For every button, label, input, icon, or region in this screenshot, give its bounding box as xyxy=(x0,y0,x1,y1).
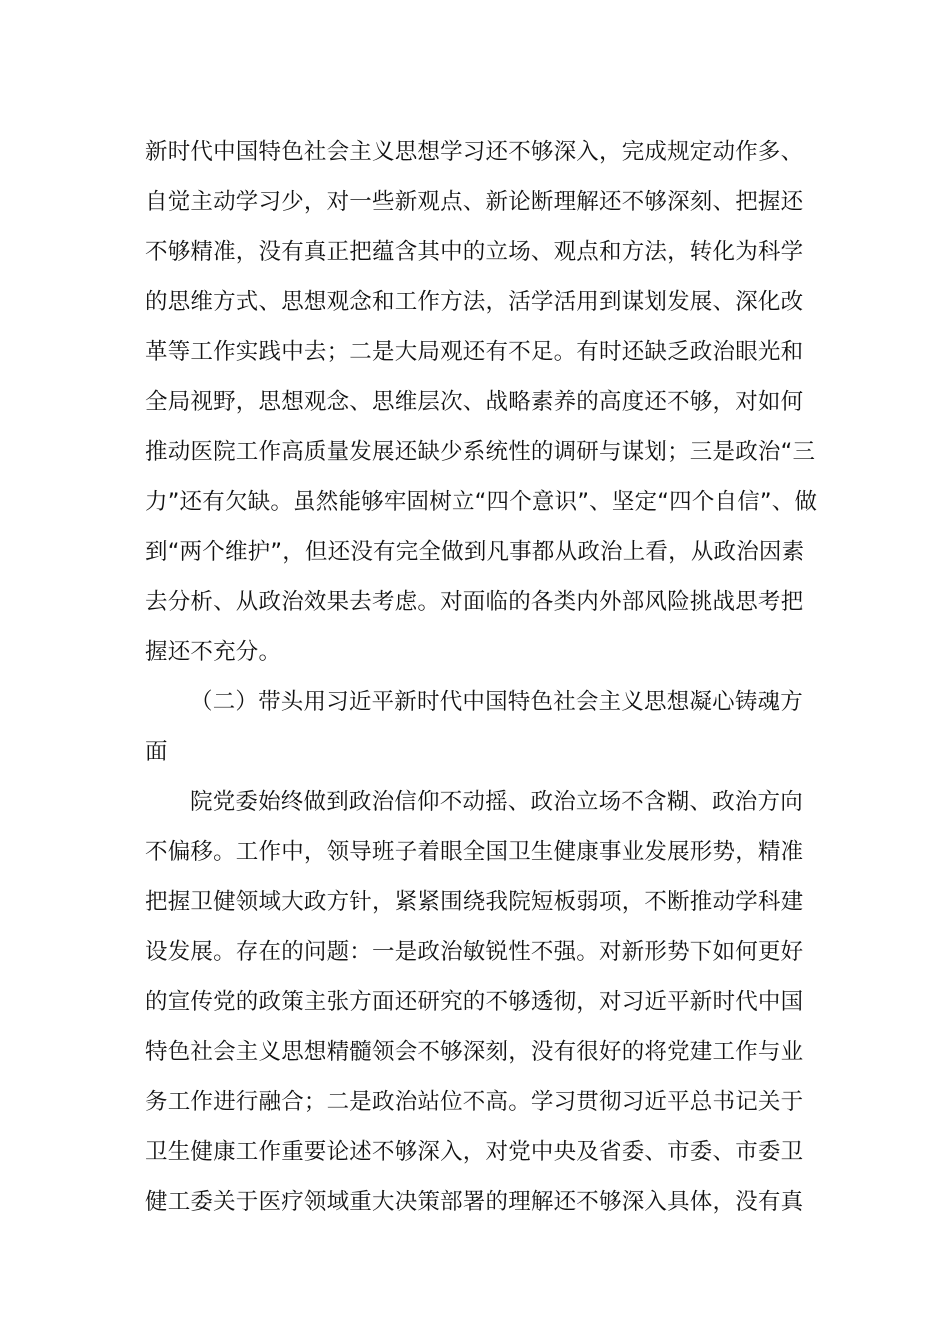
text-line: 新时代中国特色社会主义思想学习还不够深入，完成规定动作多、 xyxy=(145,139,804,165)
section-heading-continued: 面 xyxy=(145,739,168,765)
text-line: 推动医院工作高质量发展还缺少系统性的调研与谋划；三是政治“三 xyxy=(145,439,816,465)
text-line: 全局视野，思想观念、思维层次、战略素养的高度还不够，对如何 xyxy=(145,389,804,415)
text-line: 健工委关于医疗领域重大决策部署的理解还不够深入具体，没有真 xyxy=(145,1189,804,1215)
text-line: 卫生健康工作重要论述不够深入，对党中央及省委、市委、市委卫 xyxy=(145,1139,804,1165)
text-line: 到“两个维护”，但还没有完全做到凡事都从政治上看，从政治因素 xyxy=(145,539,805,565)
text-line: 力”还有欠缺。虽然能够牢固树立“四个意识”、坚定“四个自信”、做 xyxy=(145,489,818,515)
text-line: 不偏移。工作中，领导班子着眼全国卫生健康事业发展形势，精准 xyxy=(145,839,804,865)
text-line: 的思维方式、思想观念和工作方法，活学活用到谋划发展、深化改 xyxy=(145,289,804,315)
text-line: 务工作进行融合；二是政治站位不高。学习贯彻习近平总书记关于 xyxy=(145,1089,804,1115)
text-line: 去分析、从政治效果去考虑。对面临的各类内外部风险挑战思考把 xyxy=(145,589,804,615)
section-heading: （二）带头用习近平新时代中国特色社会主义思想凝心铸魂方 xyxy=(190,689,803,715)
text-line: 握还不充分。 xyxy=(145,639,282,665)
text-line: 设发展。存在的问题：一是政治敏锐性不强。对新形势下如何更好 xyxy=(145,939,804,965)
text-line: 特色社会主义思想精髓领会不够深刻，没有很好的将党建工作与业 xyxy=(145,1039,804,1065)
text-line: 革等工作实践中去；二是大局观还有不足。有时还缺乏政治眼光和 xyxy=(145,339,804,365)
text-line: 院党委始终做到政治信仰不动摇、政治立场不含糊、政治方向 xyxy=(190,789,803,815)
text-line: 把握卫健领域大政方针，紧紧围绕我院短板弱项，不断推动学科建 xyxy=(145,889,804,915)
text-line: 的宣传党的政策主张方面还研究的不够透彻，对习近平新时代中国 xyxy=(145,989,804,1015)
text-line: 自觉主动学习少，对一些新观点、新论断理解还不够深刻、把握还 xyxy=(145,189,804,215)
text-line: 不够精准，没有真正把蕴含其中的立场、观点和方法，转化为科学 xyxy=(145,239,804,265)
